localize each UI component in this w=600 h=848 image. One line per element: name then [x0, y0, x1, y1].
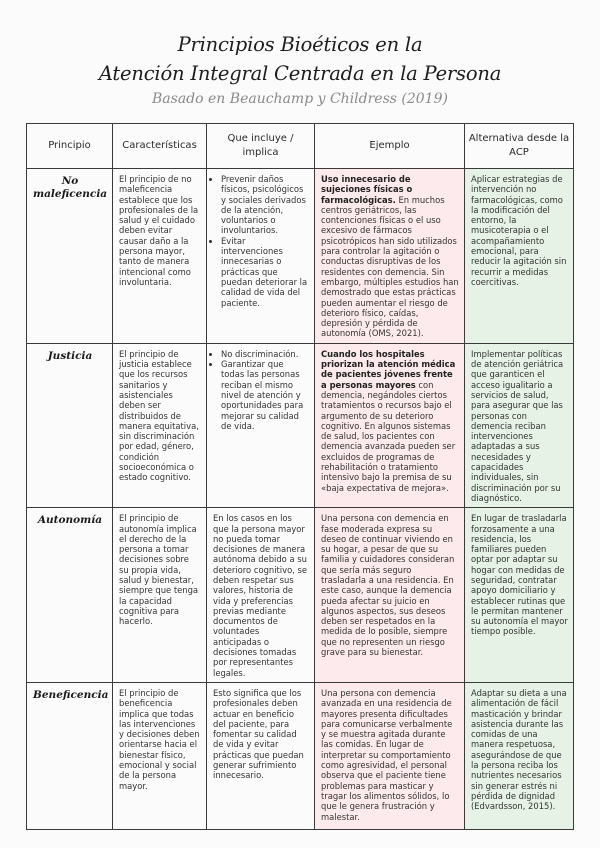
list-item: • Evitar intervenciones innecesarias o prácticas que puedan deteriorar la calidad de vida del paciente.	[221, 236, 309, 308]
alternativa-cell: Aplicar estrategias de intervención no farmacológicas, como la modificación del entorno, la musicoterapia o el acompañamiento emocional, para reducir la agitación sin recurrir a medidas coercitivas.	[465, 169, 574, 344]
page-title	[0, 30, 600, 88]
incluye-list	[213, 174, 309, 308]
page-subtitle: Basado en Beauchamp y Childress (2019)	[152, 91, 448, 107]
incluye-cell: Esto significa que los profesionales deben actuar en beneficio del paciente, para fomentar su calidad de vida y evitar prácticas que puedan generar sufrimiento innecesario.	[207, 682, 315, 829]
header-alternativa: Alternativa desde la ACP	[465, 124, 574, 169]
incluye-cell: En los casos en los que la persona mayor no pueda tomar decisiones de manera autónoma debido a su deterioro cognitivo, se deben respetar sus valores, historia de vida y preferencias previas mediante documentos de voluntades anticipadas o decisiones tomadas por representantes legales.	[207, 508, 315, 683]
table-row	[27, 343, 574, 507]
principle-name: Justicia	[27, 343, 113, 507]
list-item: • No discriminación.	[221, 349, 309, 359]
incluye-cell	[207, 343, 315, 507]
caracteristicas-cell: El principio de beneficencia implica que todas las intervenciones y decisiones deben orientarse hacia el bienestar físico, emocional y social de la persona mayor.	[113, 682, 207, 829]
table-row	[27, 508, 574, 683]
caracteristicas-cell: El principio de no maleficencia establece que los profesionales de la salud y el cuidado deben evitar causar daño a la persona mayor, tanto de manera intencional como involuntaria.	[113, 169, 207, 344]
alternativa-cell: Implementar políticas de atención geriátrica que garanticen el acceso igualitario a servicios de salud, para asegurar que las personas con demencia reciban intervenciones adaptadas a sus necesidades y capacidades individuales, sin discriminación por su diagnóstico.	[465, 343, 574, 507]
header-incluye: Que incluye / implica	[207, 124, 315, 169]
header-principio: Principio	[27, 124, 113, 169]
ejemplo-highlight: Cuando los hospitales priorizan la atención médica de pacientes jóvenes frente a personas mayores	[321, 348, 456, 390]
table-row	[27, 682, 574, 829]
list-item: • Garantizar que todas las personas reciban el mismo nivel de atención y oportunidades para mejorar su calidad de vida.	[221, 359, 309, 431]
ejemplo-text: En muchos centros geriátricos, las contenciones físicas o el uso excesivo de fármacos psicotrópicos han sido utilizados para controlar la agitación o conductas disruptivas de los residentes con demencia. Sin embargo, múltiples estudios han demostrado que estas prácticas pueden aumentar el riesgo de deterioro físico, caídas, depresión y pérdida de autonomía (OMS, 2021).	[321, 194, 459, 339]
caracteristicas-cell: El principio de autonomía implica el derecho de la persona a tomar decisiones sobre su propia vida, salud y bienestar, siempre que tenga la capacidad cognitiva para hacerlo.	[113, 508, 207, 683]
ejemplo-cell	[315, 169, 465, 344]
header-ejemplo: Ejemplo	[315, 124, 465, 169]
incluye-list	[213, 349, 309, 431]
ejemplo-cell: Una persona con demencia avanzada en una residencia de mayores presenta dificultades para comunicarse verbalmente y se muestra agitada durante las comidas. En lugar de interpretar su comportamiento como agresividad, el personal observa que el paciente tiene problemas para masticar y tragar los alimentos sólidos, lo que le genera frustración y malestar.	[315, 682, 465, 829]
ejemplo-highlight: Uso innecesario de sujeciones físicas o farmacológicas.	[321, 174, 413, 205]
header-caracteristicas: Características	[113, 124, 207, 169]
caracteristicas-cell: El principio de justicia establece que los recursos sanitarios y asistenciales deben ser distribuidos de manera equitativa, sin discriminación por edad, género, condición socioeconómica o estado cognitivo.	[113, 343, 207, 507]
principles-table	[26, 123, 574, 830]
ejemplo-cell: Una persona con demencia en fase moderada expresa su deseo de continuar viviendo en su hogar, a pesar de que su familia y cuidadores consideran que sería más seguro trasladarla a una residencia. En este caso, aunque la demencia pueda afectar su juicio en algunos aspectos, sus deseos deben ser respetados en la medida de lo posible, siempre que no representen un riesgo grave para su bienestar.	[315, 508, 465, 683]
principle-name: No maleficencia	[27, 169, 113, 344]
alternativa-cell: Adaptar su dieta a una alimentación de fácil masticación y brindar asistencia durante las comidas de una manera respetuosa, asegurándose de que la persona reciba los nutrientes necesarios sin generar estrés ni pérdida de dignidad (Edvardsson, 2015).	[465, 682, 574, 829]
list-item: • Prevenir daños físicos, psicológicos y sociales derivados de la atención, voluntarios o involuntarios.	[221, 174, 309, 236]
title-line-2: Atención Integral Centrada en la Persona	[98, 62, 502, 85]
principle-name: Beneficencia	[27, 682, 113, 829]
title-line-1: Principios Bioéticos en la	[177, 33, 423, 56]
principle-name: Autonomía	[27, 508, 113, 683]
alternativa-cell: En lugar de trasladarla forzosamente a una residencia, los familiares pueden optar por adaptar su hogar con medidas de seguridad, contratar apoyo domiciliario y establecer rutinas que le permitan mantener su autonomía el mayor tiempo posible.	[465, 508, 574, 683]
incluye-cell	[207, 169, 315, 344]
table-row	[27, 169, 574, 344]
table-header-row	[27, 124, 574, 169]
ejemplo-text: con demencia, negándoles ciertos tratamientos o recursos bajo el argumento de su deterioro cognitivo. En algunos sistemas de salud, los pacientes con demencia avanzada pueden ser excluidos de programas de rehabilitación o tratamiento intensivo bajo la premisa de su «baja expectativa de mejora».	[321, 379, 456, 493]
ejemplo-cell	[315, 343, 465, 507]
